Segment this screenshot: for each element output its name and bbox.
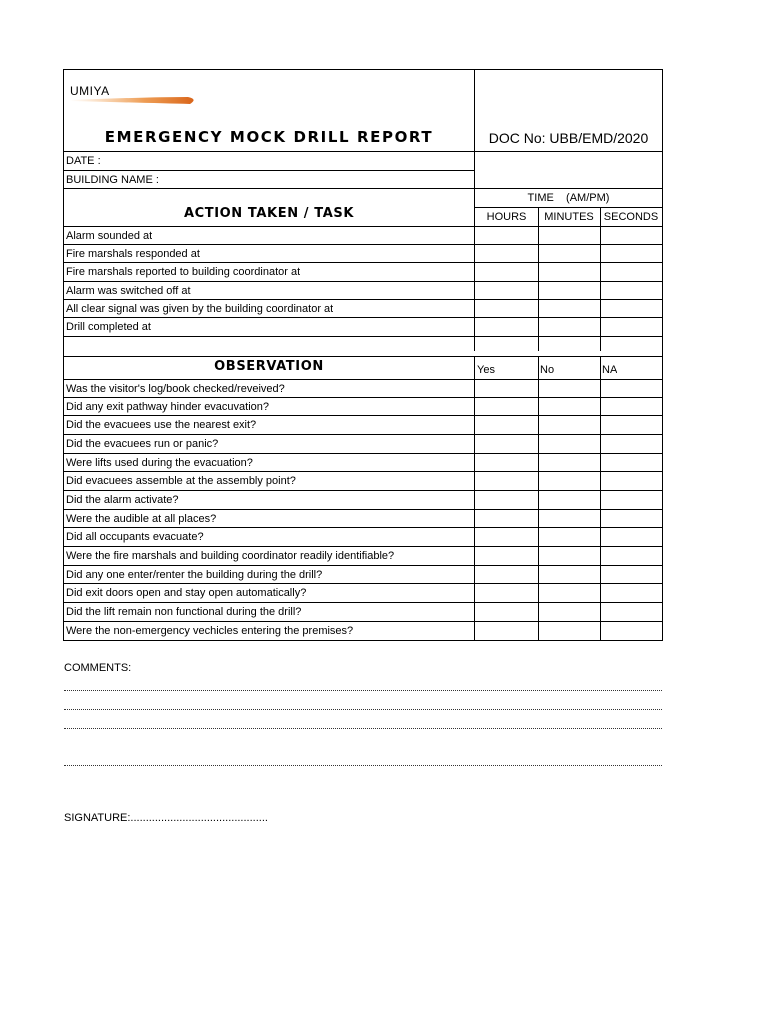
logo-swoosh-icon [70,94,200,108]
observation-row-label: Were the fire marshals and building coordinator readily identifiable? [66,550,395,562]
action-row-label: Fire marshals reported to building coordinator at [66,266,301,278]
action-taken-title: ACTION TAKEN / TASK [183,206,355,221]
observation-row-label: Were the non-emergency vechicles entering the premises? [66,625,354,637]
minutes-column-header: MINUTES [544,211,594,223]
action-row-label: Fire marshals responded at [66,248,200,260]
observation-row-label: Did the lift remain non functional during the drill? [66,606,302,618]
action-row-label: Alarm sounded at [66,230,153,242]
observation-row-label: Did any exit pathway hinder evacuvation? [66,401,270,413]
logo-text: UMIYA [70,84,110,98]
comment-line[interactable] [64,690,662,691]
hours-column-header: HOURS [486,211,527,223]
page-title: EMERGENCY MOCK DRILL REPORT [104,128,434,146]
time-header: TIME (AM/PM) [527,192,610,204]
yes-column-header: Yes [477,364,495,376]
comments-label: COMMENTS: [64,662,132,674]
observation-row-label: Did all occupants evacuate? [66,531,204,543]
observation-row-label: Were lifts used during the evacuation? [66,457,253,469]
observation-title: OBSERVATION [214,359,324,374]
action-row-label: All clear signal was given by the building coordinator at [66,303,334,315]
observation-row-label: Were the audible at all places? [66,513,217,525]
observation-row-label: Did the alarm activate? [66,494,179,506]
observation-row-label: Did the evacuees use the nearest exit? [66,419,257,431]
signature-label[interactable]: SIGNATURE:............................................. [64,812,268,824]
action-row-label: Drill completed at [66,321,151,333]
observation-row-label: Was the visitor's log/book checked/reveived? [66,383,285,395]
date-label: DATE : [66,155,101,167]
building-name-label: BUILDING NAME : [66,174,159,186]
action-row-label: Alarm was switched off at [66,285,191,297]
logo [70,84,210,112]
no-column-header: No [540,364,555,376]
seconds-column-header: SECONDS [603,211,659,223]
observation-row-label: Did exit doors open and stay open automatically? [66,587,307,599]
na-column-header: NA [602,364,618,376]
observation-row-label: Did the evacuees run or panic? [66,438,219,450]
comment-line[interactable] [64,765,662,766]
observation-row-label: Did any one enter/renter the building during the drill? [66,569,323,581]
doc-number: DOC No: UBB/EMD/2020 [488,130,649,146]
observation-row-label: Did evacuees assemble at the assembly point? [66,475,296,487]
comment-line[interactable] [64,728,662,729]
comment-line[interactable] [64,709,662,710]
